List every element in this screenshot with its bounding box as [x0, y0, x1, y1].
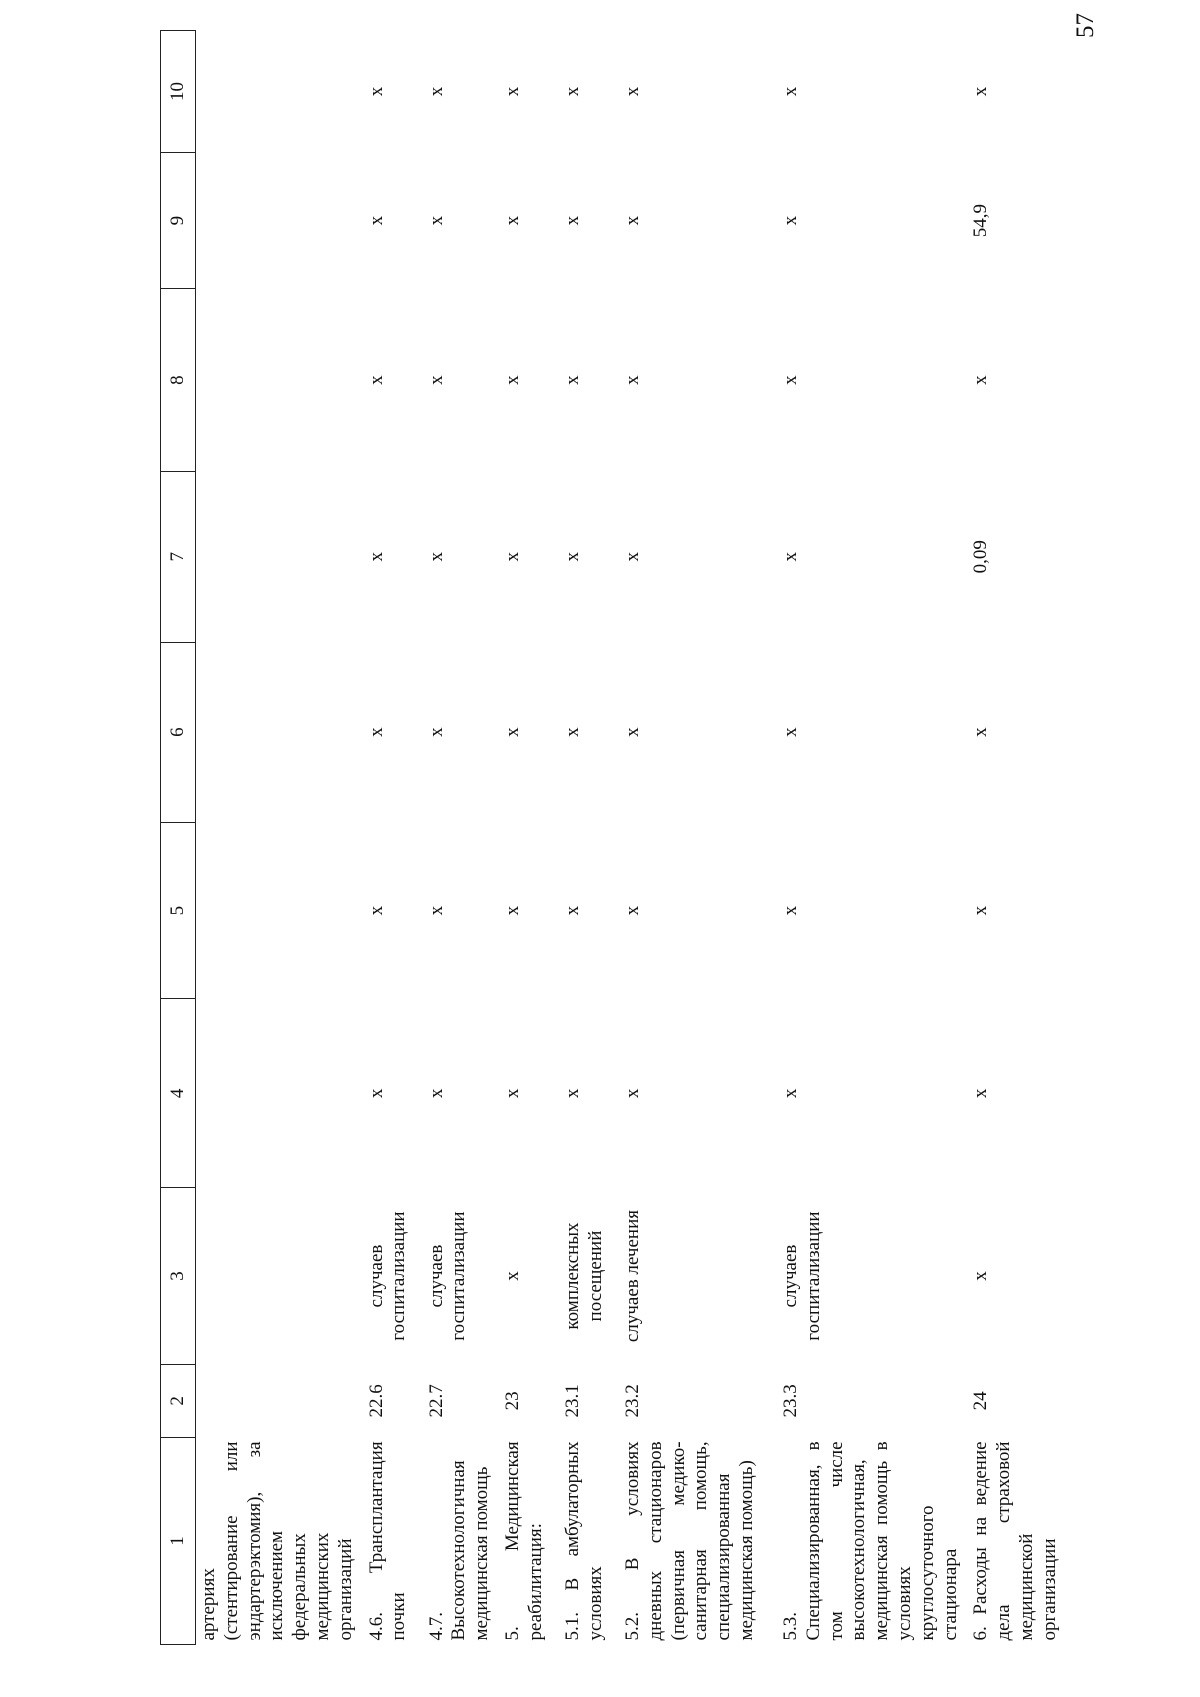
column-header-3: 3 [161, 1188, 196, 1365]
cell-col6: х [779, 727, 801, 737]
cell-col7: 0,09 [970, 540, 992, 574]
cell-col9: х [501, 215, 523, 226]
cell-col6: х [501, 727, 523, 737]
column-header-8: 8 [161, 289, 196, 472]
cell-col8 [196, 289, 358, 472]
row-unit: случаев лечения [621, 1210, 643, 1343]
cell-col8: х [365, 375, 387, 385]
row-name: артериях (стентирование или эндартерэктомия), за исключением федеральных медицинских организаций [198, 1441, 356, 1641]
cell-col10: х [425, 86, 447, 97]
table-row [358, 31, 418, 1645]
row-unit: х [970, 1271, 992, 1281]
cell-col8: х [621, 375, 643, 385]
cell-col5: х [365, 905, 387, 916]
page-number [1072, 13, 1100, 38]
cell-col10 [196, 31, 358, 153]
cell-col4: х [425, 1088, 447, 1099]
cell-col4: х [970, 1088, 992, 1099]
header-row [161, 31, 196, 1645]
column-header-4: 4 [161, 999, 196, 1188]
row-name: 4.6. Трансплантация почки [365, 1441, 410, 1641]
table-row [494, 31, 554, 1645]
row-unit: комплексных посещений [561, 1222, 606, 1330]
cell-col10: х [970, 86, 992, 97]
cell-col9: 54,9 [970, 203, 992, 238]
cell-col7: х [365, 552, 387, 562]
cell-col5: х [425, 905, 447, 916]
cell-col6: х [561, 727, 583, 737]
row-code: 23.3 [779, 1384, 801, 1418]
cell-col5: х [621, 905, 643, 916]
cell-col4: х [365, 1088, 387, 1099]
data-table [160, 30, 1062, 1645]
table-row [418, 31, 494, 1645]
table-row [962, 31, 1061, 1645]
cell-col7: х [779, 552, 801, 562]
row-unit: х [501, 1271, 523, 1281]
cell-col7: х [561, 552, 583, 562]
cell-col10: х [365, 86, 387, 97]
cell-col7: х [425, 552, 447, 562]
row-name: 5.3. Специализированная, в том числе высокотехнологичная, медицинская помощь в условиях круглосуточного стационара [779, 1441, 961, 1641]
table-row [196, 31, 358, 1645]
cell-col5: х [501, 905, 523, 916]
column-header-1: 1 [161, 1437, 196, 1644]
cell-col10: х [561, 86, 583, 97]
column-header-5: 5 [161, 822, 196, 999]
row-code [196, 1364, 358, 1437]
cell-col8: х [779, 375, 801, 385]
row-name: 6. Расходы на ведение дела страховой медицинской организации [970, 1441, 1060, 1641]
cell-col9: х [365, 215, 387, 226]
cell-col9: х [621, 215, 643, 226]
row-code: 24 [970, 1391, 992, 1411]
cell-col8: х [970, 375, 992, 385]
table-row [614, 31, 772, 1645]
row-code: 23 [501, 1391, 523, 1411]
row-name: 5.2. В условиях дневных стационаров (первичная медико-санитарная помощь, специализированная медицинская помощь) [621, 1441, 757, 1641]
cell-col6: х [970, 727, 992, 737]
table-row [554, 31, 614, 1645]
cell-col10: х [501, 86, 523, 97]
cell-col4: х [621, 1088, 643, 1099]
cell-col6 [196, 642, 358, 822]
table-body [196, 31, 1062, 1645]
row-code: 23.2 [621, 1384, 643, 1418]
cell-col9: х [425, 215, 447, 226]
cell-col6: х [365, 727, 387, 737]
cell-col6: х [425, 727, 447, 737]
cell-col9: х [561, 215, 583, 226]
cell-col9: х [779, 215, 801, 226]
row-name: 5. Медицинская реабилитация: [501, 1441, 546, 1641]
row-code: 23.1 [561, 1384, 583, 1418]
cell-col5 [196, 822, 358, 999]
row-unit: случаев госпитализации [365, 1211, 410, 1341]
cell-col7: х [501, 552, 523, 562]
cell-col5: х [779, 905, 801, 916]
row-unit: случаев госпитализации [779, 1211, 824, 1341]
rotated-table-sheet [160, 30, 1065, 1645]
cell-col10: х [779, 86, 801, 97]
cell-col5: х [970, 905, 992, 916]
column-header-10: 10 [161, 31, 196, 153]
cell-col9 [196, 152, 358, 288]
table-row [772, 31, 962, 1645]
cell-col4: х [779, 1088, 801, 1099]
cell-col4 [196, 999, 358, 1188]
cell-col6: х [621, 727, 643, 737]
column-header-6: 6 [161, 642, 196, 822]
table-header [161, 31, 196, 1645]
row-code: 22.6 [365, 1384, 387, 1418]
column-header-2: 2 [161, 1364, 196, 1437]
column-header-9: 9 [161, 152, 196, 288]
row-name: 5.1. В амбулаторных условиях [561, 1441, 606, 1641]
cell-col8: х [425, 375, 447, 385]
column-header-7: 7 [161, 472, 196, 643]
row-code: 22.7 [425, 1384, 447, 1418]
cell-col10: х [621, 86, 643, 97]
cell-col7 [196, 472, 358, 643]
row-unit [196, 1188, 358, 1365]
cell-col5: х [561, 905, 583, 916]
cell-col7: х [621, 552, 643, 562]
row-name: 4.7. Высокотехнологичная медицинская помощь [425, 1460, 493, 1641]
cell-col4: х [501, 1088, 523, 1099]
row-unit: случаев госпитализации [425, 1211, 470, 1341]
cell-col4: х [561, 1088, 583, 1099]
page-number-text: 57 [1072, 13, 1099, 38]
cell-col8: х [501, 375, 523, 385]
cell-col8: х [561, 375, 583, 385]
